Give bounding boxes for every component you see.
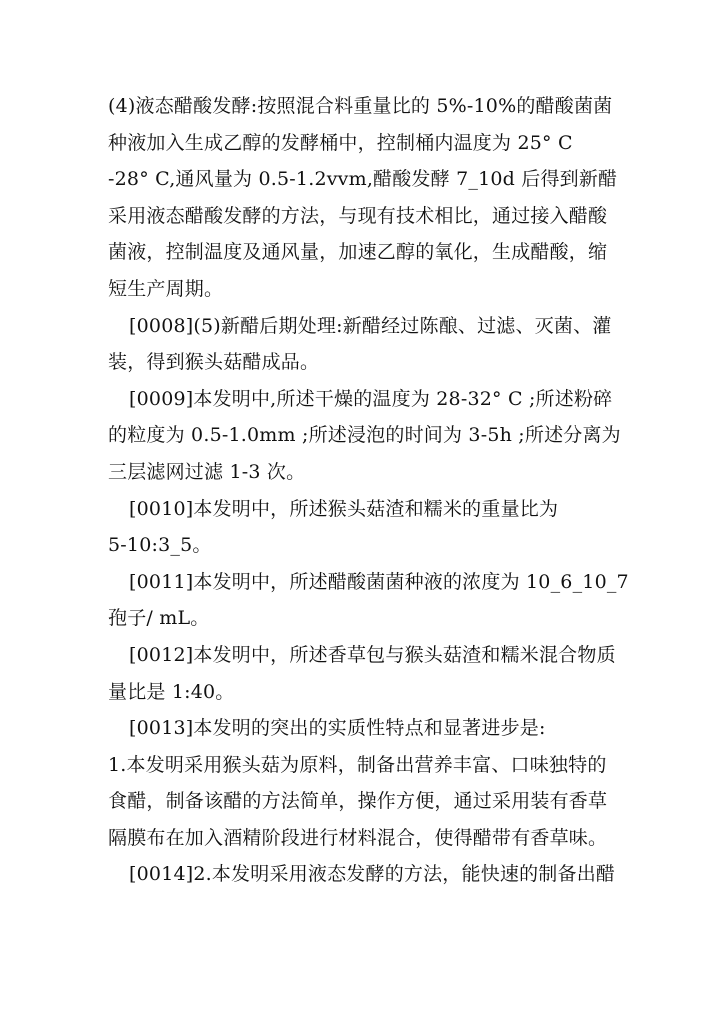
text-line: 采用液态醋酸发酵的方法，与现有技术相比，通过接入醋酸 [108, 204, 608, 227]
paragraph-0010-line: [0010]本发明中，所述猴头菇渣和糯米的重量比为 [129, 497, 559, 520]
document-body [108, 88, 629, 893]
text-line: 量比是 1:40。 [108, 680, 235, 703]
text-line: 食醋，制备该醋的方法简单，操作方便，通过采用装有香草 [108, 790, 608, 813]
text-line: 隔膜布在加入酒精阶段进行材料混合，使得醋带有香草味。 [108, 826, 608, 849]
paragraph-0012-line: [0012]本发明中，所述香草包与猴头菇渣和糯米混合物质 [129, 643, 616, 666]
text-line: 装，得到猴头菇醋成品。 [108, 351, 320, 374]
text-line: 三层滤网过滤 1-3 次。 [108, 460, 306, 483]
text-line: 1.本发明采用猴头菇为原料，制备出营养丰富、口味独特的 [108, 753, 607, 776]
text-line: 菌液，控制温度及通风量，加速乙醇的氧化，生成醋酸，缩 [108, 241, 608, 264]
paragraph-0014-line: [0014]2.本发明采用液态发酵的方法，能快速的制备出醋 [129, 863, 616, 886]
text-line: -28° C,通风量为 0.5-1.2vvm,醋酸发酵 7_10d 后得到新醋 [108, 168, 618, 191]
paragraph-0013-line: [0013]本发明的突出的实质性特点和显著进步是: [129, 717, 546, 740]
text-line: 5-10:3_5。 [108, 534, 212, 557]
text-line: 孢子/ mL。 [108, 607, 210, 630]
text-line: 短生产周期。 [108, 277, 224, 300]
text-line: 的粒度为 0.5-1.0mm ;所述浸泡的时间为 3-5h ;所述分离为 [108, 424, 621, 447]
text-line: (4)液态醋酸发酵:按照混合料重量比的 5%-10%的醋酸菌菌 [108, 95, 613, 117]
paragraph-0008-line: [0008](5)新醋后期处理:新醋经过陈酿、过滤、灭菌、灌 [129, 314, 612, 337]
text-line: 种液加入生成乙醇的发酵桶中，控制桶内温度为 25° C [108, 131, 573, 154]
paragraph-0009-line: [0009]本发明中,所述干燥的温度为 28-32° C ;所述粉碎 [129, 387, 613, 410]
paragraph-0011-line: [0011]本发明中，所述醋酸菌菌种液的浓度为 10_6_10_7 [129, 570, 629, 593]
